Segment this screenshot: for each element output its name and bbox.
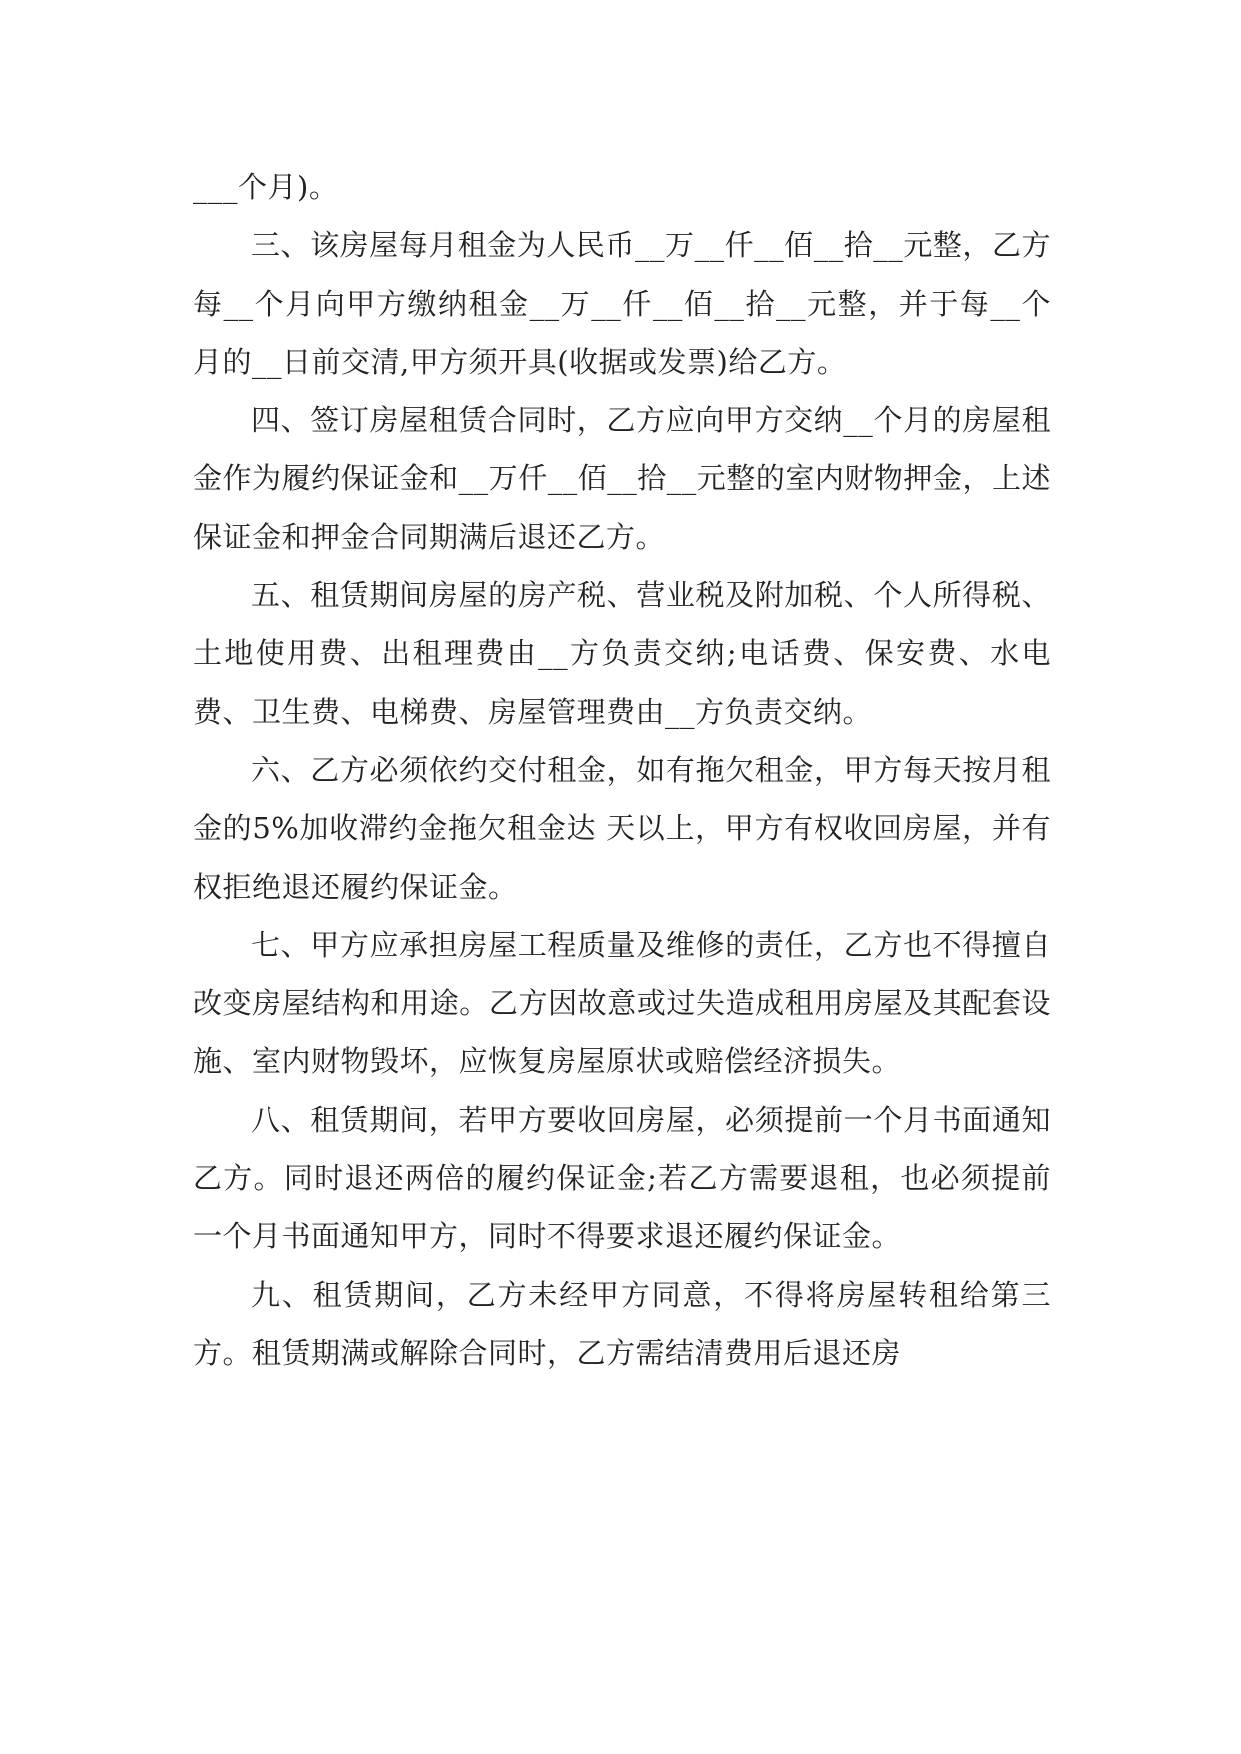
paragraph-clause-4: 四、签订房屋租赁合同时，乙方应向甲方交纳__个月的房屋租金作为履约保证金和__万仟__佰__拾__元整的室内财物押金，上述保证金和押金合同期满后退还乙方。 bbox=[193, 403, 1051, 554]
paragraph-clause-9: 九、租赁期间，乙方未经甲方同意，不得将房屋转租给第三方。租赁期满或解除合同时，乙方需结清费用后退还房 bbox=[193, 1277, 1051, 1370]
document-body bbox=[193, 158, 1051, 1382]
paragraph-clause-3: 三、该房屋每月租金为人民币__万__仟__佰__拾__元整，乙方每__个月向甲方缴纳租金__万__仟__佰__拾__元整，并于每__个月的__日前交清,甲方须开具(收据或发票)给乙方。 bbox=[193, 228, 1051, 379]
paragraph-clause-8: 八、租赁期间，若甲方要收回房屋，必须提前一个月书面通知乙方。同时退还两倍的履约保证金;若乙方需要退租，也必须提前一个月书面通知甲方，同时不得要求退还履约保证金。 bbox=[193, 1102, 1051, 1254]
paragraph-continuation: ___个月)。 bbox=[193, 170, 339, 204]
paragraph-clause-7: 七、甲方应承担房屋工程质量及维修的责任，乙方也不得擅自改变房屋结构和用途。乙方因故意或过失造成租用房屋及其配套设施、室内财物毁坏，应恢复房屋原状或赔偿经济损失。 bbox=[193, 927, 1051, 1079]
paragraph-clause-6: 六、乙方必须依约交付租金，如有拖欠租金，甲方每天按月租金的5%加收滞约金拖欠租金达 天以上，甲方有权收回房屋，并有权拒绝退还履约保证金。 bbox=[193, 752, 1051, 904]
paragraph-clause-5: 五、租赁期间房屋的房产税、营业税及附加税、个人所得税、土地使用费、出租理费由__方负责交纳;电话费、保安费、水电费、卫生费、电梯费、房屋管理费由__方负责交纳。 bbox=[193, 578, 1051, 729]
